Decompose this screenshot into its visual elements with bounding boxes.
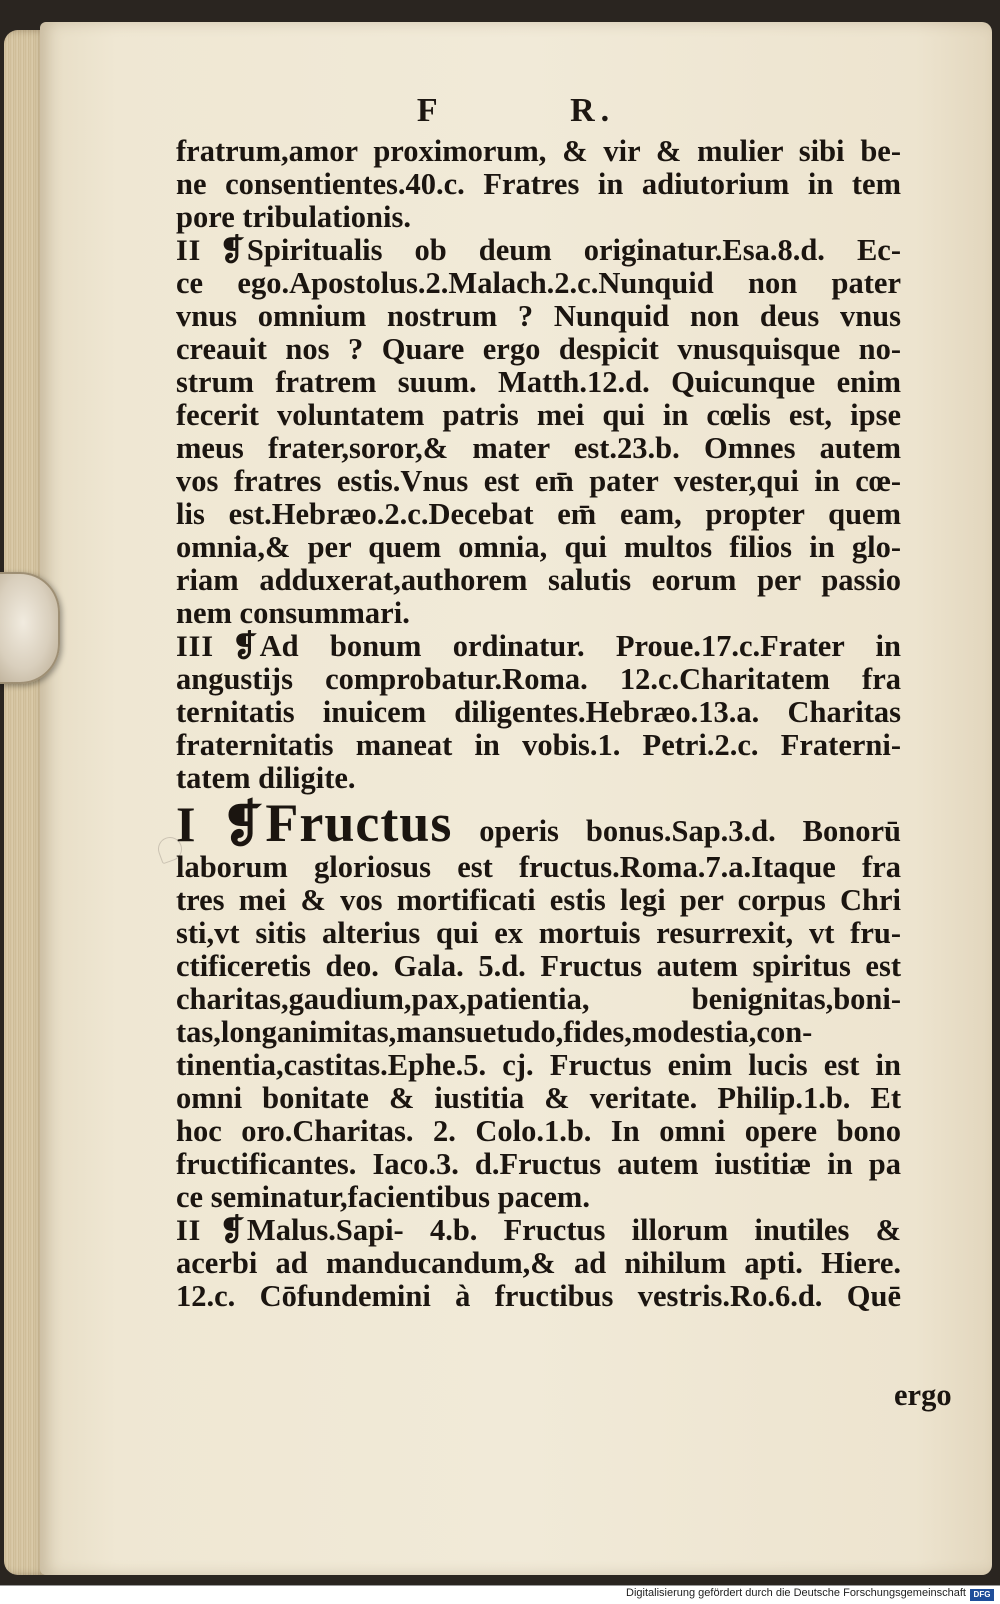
paragraph-numeral: III [176,630,215,663]
text-line: creauit nos ? Quare ergo despicit vnusquisque no- [176,333,901,366]
text-line: strum fratrem suum. Matth.12.d. Quicunque enim [176,366,901,399]
paragraph-numeral: II [176,234,202,267]
text-line: riam adduxerat,authorem salutis eorum per passio [176,564,901,597]
text-line: hoc oro.Charitas. 2. Colo.1.b. In omni opere bono [176,1115,901,1148]
text-line: lis est.Hebræo.2.c.Decebat em̄ eam, propter quem [176,498,901,531]
text-line: ne consentientes.40.c. Fratres in adiutorium in tem [176,168,901,201]
text-line: acerbi ad manducandum,& ad nihilum apti. Hiere. [176,1247,901,1280]
pilcrow-icon: ❡ [219,234,245,267]
entry-headword: Fructus [265,795,453,851]
text-line: meus frater,soror,& mater est.23.b. Omnes autem [176,432,901,465]
text-line: fratrum,amor proximorum, & vir & mulier sibi be- [176,135,901,168]
text-line: fecerit voluntatem patris mei qui in cœlis est, ipse [176,399,901,432]
entry-heading-line [176,795,901,851]
text-line: Malus.Sapi- 4.b. Fructus illorum inutiles & [246,1214,901,1247]
text-line: Ad bonum ordinatur. Proue.17.c.Frater in [259,630,901,663]
text-line: tinentia,castitas.Ephe.5. cj. Fructus enim lucis est in [176,1049,901,1082]
text-line: operis bonus.Sap.3.d. Bonorū [479,814,901,848]
text-line: laborum gloriosus est fructus.Roma.7.a.Itaque fra [176,851,901,884]
running-head-left: F [416,92,444,129]
digitization-footer [0,1585,1000,1604]
text-line: angustijs comprobatur.Roma. 12.c.Charitatem fra [176,663,901,696]
running-head [40,92,992,130]
paragraph-first-line [176,1214,901,1247]
text-line: ctificeretis deo. Gala. 5.d. Fructus autem spiritus est [176,950,901,983]
text-line: fraternitatis maneat in vobis.1. Petri.2.c. Fraterni- [176,729,901,762]
dfg-logo-icon: DFG [970,1589,994,1601]
text-line: omnia,& per quem omnia, qui multos filios in glo- [176,531,901,564]
text-line: omni bonitate & iustitia & veritate. Philip.1.b. Et [176,1082,901,1115]
text-line: fructificantes. Iaco.3. d.Fructus autem iustitiæ in pa [176,1148,901,1181]
pilcrow-icon: ❡ [219,1214,245,1247]
entry-numeral: I [176,796,196,851]
text-line: sti,vt sitis alterius qui ex mortuis resurrexit, vt fru- [176,917,901,950]
text-line: nem consummari. [176,597,410,630]
text-line: Spiritualis ob deum originatur.Esa.8.d. Ec- [246,234,901,267]
text-line: ternitatis inuicem diligentes.Hebræo.13.a. Charitas [176,696,901,729]
catchword: ergo [894,1378,952,1412]
running-head-right: R. [570,92,616,129]
page-text [176,135,901,1313]
footer-credit: Digitalisierung gefördert durch die Deutsche Forschungsgemeinschaft [626,1587,966,1599]
text-line: tres mei & vos mortificati estis legi per corpus Chri [176,884,901,917]
text-line: ce seminatur,facientibus pacem. [176,1181,590,1214]
text-line: 12.c. Cōfundemini à fructibus vestris.Ro.6.d. Quē [176,1280,901,1313]
pilcrow-icon: ❡ [232,630,258,663]
paragraph-first-line [176,630,901,663]
page-clasp [0,572,60,684]
text-line: vos fratres estis.Vnus est em̄ pater vester,qui in cœ- [176,465,901,498]
text-line: vnus omnium nostrum ? Nunquid non deus vnus [176,300,901,333]
paragraph-first-line [176,234,901,267]
paragraph-numeral: II [176,1214,202,1247]
text-line: charitas,gaudium,pax,patientia, benignitas,boni- [176,983,901,1016]
text-line: ce ego.Apostolus.2.Malach.2.c.Nunquid non pater [176,267,901,300]
text-line: tatem diligite. [176,762,356,795]
text-line: tas,longanimitas,mansuetudo,fides,modestia,con- [176,1016,813,1049]
text-line: pore tribulationis. [176,201,411,234]
pilcrow-icon: ❡ [221,796,264,851]
